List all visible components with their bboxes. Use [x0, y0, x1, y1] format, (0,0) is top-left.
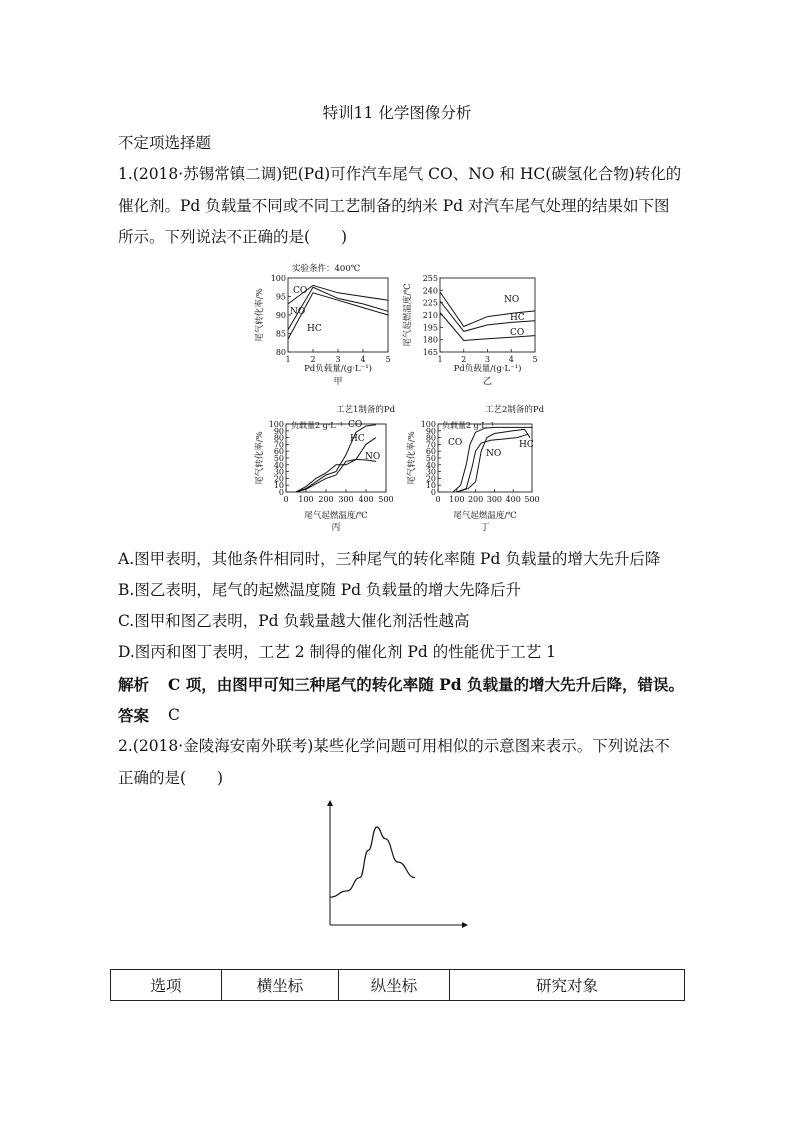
y-tick-label: 100: [268, 420, 284, 429]
y-tick-label: 195: [422, 323, 438, 333]
x-tick-label: 100: [449, 495, 465, 504]
series-line-no: [457, 434, 528, 492]
x-tick-label: 3: [484, 355, 491, 364]
analysis-text: C 项，由图甲可知三种尾气的转化率随 Pd 负载量的增大先升后降，错误。: [168, 675, 685, 694]
plot-frame: [438, 424, 532, 492]
x-axis-label: 尾气起燃温度/℃: [304, 511, 368, 521]
y-tick-label: 95: [275, 292, 286, 302]
chart-3: [254, 404, 396, 533]
x-axis-label: Pd负载量/(g·L⁻¹): [453, 364, 522, 374]
y-tick-label: 90: [425, 426, 436, 436]
y-axis-arrow: [327, 800, 333, 806]
q2-line2: 正确的是( ): [118, 769, 224, 787]
y-tick-label: 180: [422, 335, 438, 345]
y-tick-label: 85: [275, 329, 286, 339]
series-label-hc: HC: [519, 440, 534, 450]
x-axis-arrow: [462, 922, 468, 928]
y-tick-label: 80: [275, 348, 286, 357]
x-tick-label: 4: [360, 355, 366, 364]
y-tick-label: 100: [270, 274, 286, 283]
y-tick-label: 20: [273, 474, 284, 484]
series-label-co: CO: [510, 328, 525, 338]
y-tick-label: 10: [425, 481, 436, 491]
chart-caption: 丙: [331, 523, 341, 533]
y-tick-label: 80: [425, 433, 436, 443]
table-header-row: [111, 970, 685, 1001]
y-tick-label: 0: [278, 488, 284, 497]
y-tick-label: 255: [422, 274, 438, 283]
series-label-no: NO: [290, 307, 306, 317]
x-tick-label: 500: [524, 495, 540, 504]
analysis-label: 解析: [118, 675, 150, 694]
x-tick-label: 200: [467, 495, 484, 504]
y-axis-label: 尾气起燃温度/℃: [403, 283, 413, 347]
x-tick-label: 1: [437, 355, 443, 364]
q2-line1: 2.(2018·金陵海安南外联考)某些化学问题可用相似的示意图来表示。下列说法不: [118, 737, 670, 755]
q1-option-b: B.图乙表明，尾气的起燃温度随 Pd 负载量的增大先降后升: [118, 581, 522, 599]
schematic-curve: [330, 827, 415, 897]
y-tick-label: 70: [273, 440, 284, 450]
x-tick-label: 400: [358, 495, 374, 504]
series-label-no: NO: [365, 452, 381, 462]
series-label-co: CO: [348, 420, 363, 430]
series-label-no: NO: [486, 449, 502, 459]
y-tick-label: 80: [273, 433, 284, 443]
q1-line2: 催化剂。Pd 负载量不同或不同工艺制备的纳米 Pd 对汽车尾气处理的结果如下图: [118, 197, 670, 215]
x-tick-label: 5: [385, 355, 391, 364]
y-tick-label: 90: [273, 426, 284, 436]
x-tick-label: 100: [298, 495, 314, 504]
x-axis-label: Pd负载量/(g·L⁻¹): [304, 364, 372, 374]
q1-option-c: C.图甲和图乙表明，Pd 负载量越大催化剂活性越高: [118, 612, 470, 630]
y-axis-label: 尾气转化率/%: [407, 431, 417, 485]
x-tick-label: 300: [338, 495, 354, 504]
chart-note: 负载量2 g·L⁻¹: [442, 421, 495, 430]
chart-caption: 甲: [333, 377, 343, 387]
y-tick-label: 40: [425, 460, 436, 470]
y-tick-label: 60: [273, 447, 284, 457]
y-tick-label: 70: [425, 440, 436, 450]
chart-title: 实验条件：400℃: [292, 264, 361, 274]
q1-line3: 所示。下列说法不正确的是( ): [118, 228, 348, 246]
y-tick-label: 10: [273, 481, 284, 491]
y-tick-label: 210: [422, 311, 438, 320]
answer-label: 答案: [118, 706, 150, 725]
table-header-cell: 纵坐标: [339, 970, 450, 1001]
series-label-hc: HC: [350, 434, 365, 444]
series-label-hc: HC: [510, 313, 525, 323]
chart-caption: 丁: [480, 523, 490, 533]
chart-title: 工艺2制备的Pd: [485, 405, 545, 415]
y-tick-label: 50: [273, 454, 284, 463]
y-tick-label: 90: [275, 311, 286, 320]
q2-schematic: [320, 798, 470, 933]
chart-2: [402, 274, 538, 387]
answer-text: C: [168, 706, 180, 724]
chart-caption: 乙: [482, 377, 493, 387]
x-tick-label: 5: [532, 355, 538, 364]
x-tick-label: 2: [310, 355, 316, 364]
section-heading: 不定项选择题: [118, 134, 212, 152]
q1-option-a: A.图甲表明，其他条件相同时，三种尾气的转化率随 Pd 负载量的增大先升后降: [118, 550, 661, 568]
q1-figure: [240, 255, 560, 540]
series-label-no: NO: [504, 295, 520, 305]
table-header-cell: 研究对象: [450, 970, 685, 1001]
y-tick-label: 240: [422, 286, 438, 296]
series-label-hc: HC: [307, 324, 322, 334]
x-tick-label: 300: [486, 495, 503, 504]
y-tick-label: 0: [430, 488, 436, 497]
q1-line1: 1.(2018·苏锡常镇二调)钯(Pd)可作汽车尾气 CO、NO 和 HC(碳氢化合物)转化的: [118, 165, 682, 183]
series-label-co: CO: [448, 438, 463, 448]
chart-title: 工艺1制备的Pd: [336, 405, 396, 415]
x-tick-label: 1: [285, 355, 291, 364]
x-tick-label: 4: [508, 355, 514, 364]
x-axis-label: 尾气起燃温度/℃: [453, 511, 517, 521]
y-axis-label: 尾气转化率/%: [255, 431, 265, 485]
y-tick-label: 30: [425, 467, 436, 477]
x-tick-label: 2: [461, 355, 467, 364]
y-tick-label: 20: [425, 474, 436, 484]
y-axis-label: 尾气转化率/%: [255, 288, 265, 342]
y-tick-label: 60: [425, 447, 436, 457]
table-header-cell: 横坐标: [222, 970, 339, 1001]
y-tick-label: 30: [273, 467, 284, 477]
chart-1: [254, 263, 391, 387]
q1-option-d: D.图丙和图丁表明，工艺 2 制得的催化剂 Pd 的性能优于工艺 1: [118, 643, 557, 661]
series-label-co: CO: [293, 286, 308, 296]
x-tick-label: 400: [505, 495, 521, 504]
x-tick-label: 3: [335, 355, 341, 364]
y-tick-label: 100: [420, 420, 436, 429]
y-tick-label: 165: [422, 348, 438, 357]
chart-note: 负载量2 g·L⁻¹: [291, 421, 344, 430]
table-header-cell: 选项: [111, 970, 222, 1001]
x-tick-label: 500: [378, 495, 394, 504]
y-tick-label: 50: [425, 454, 436, 463]
options-table: [110, 969, 685, 1001]
y-tick-label: 225: [422, 298, 438, 308]
page-title: 特训11 化学图像分析: [322, 104, 472, 122]
x-tick-label: 0: [283, 495, 289, 504]
y-tick-label: 40: [273, 460, 284, 470]
x-tick-label: 200: [318, 495, 334, 504]
x-tick-label: 0: [435, 495, 441, 504]
chart-4: [406, 404, 545, 533]
